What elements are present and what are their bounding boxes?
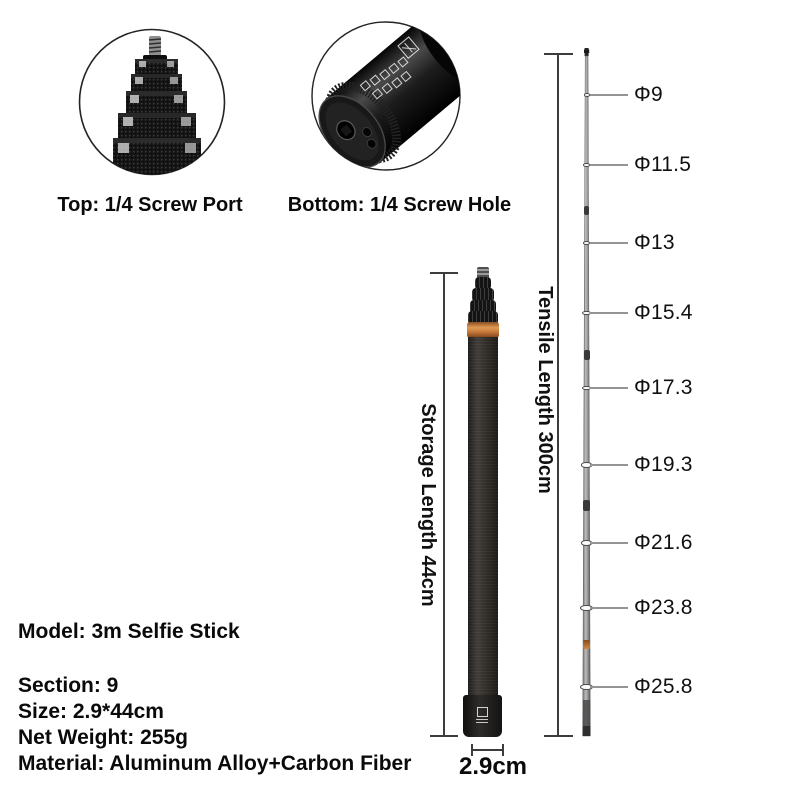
spec-section: Section: 9 xyxy=(18,674,119,697)
storage-measure-line xyxy=(443,273,445,737)
diameter-label: Φ19.3 xyxy=(634,453,693,476)
pole-collar xyxy=(584,350,590,360)
top-port-caption: Top: 1/4 Screw Port xyxy=(57,194,243,216)
bottom-hole-caption: Bottom: 1/4 Screw Hole xyxy=(287,194,512,216)
width-measure-line xyxy=(472,749,503,751)
stick-copper-ring xyxy=(467,322,499,338)
callout-line xyxy=(590,312,628,314)
screw-hole-photo xyxy=(310,20,462,172)
callout-line xyxy=(590,542,628,544)
pole-collar xyxy=(584,206,589,215)
diameter-label: Φ13 xyxy=(634,231,675,254)
pole-joint xyxy=(583,163,590,167)
callout-line xyxy=(590,164,628,166)
diameter-label: Φ15.4 xyxy=(634,301,693,324)
stick-end-cap xyxy=(463,695,502,737)
diameter-callout xyxy=(590,375,693,401)
storage-tbar-bottom xyxy=(430,735,458,737)
diameter-label: Φ11.5 xyxy=(634,153,692,176)
diameter-callout xyxy=(590,82,663,108)
end-cap-logo xyxy=(476,707,489,724)
diameter-callout xyxy=(590,300,693,326)
stick-carbon-tube xyxy=(468,337,498,696)
diameter-label: Φ25.8 xyxy=(634,675,693,698)
pole-end-cap xyxy=(583,726,591,736)
tensile-tbar-bottom xyxy=(544,735,573,737)
diameter-callout xyxy=(590,530,693,556)
callout-line xyxy=(590,94,628,96)
storage-length-label: Storage Length 44cm xyxy=(417,403,439,607)
tensile-length-label: Tensile Length 300cm xyxy=(534,286,556,494)
spec-material: Material: Aluminum Alloy+Carbon Fiber xyxy=(18,752,412,775)
diameter-callout xyxy=(590,452,693,478)
diameter-label: Φ17.3 xyxy=(634,376,693,399)
diameter-callout xyxy=(590,674,693,700)
pole-joint xyxy=(584,93,590,96)
callout-line xyxy=(590,242,628,244)
callout-line xyxy=(590,686,628,688)
callout-line xyxy=(590,464,628,466)
spec-weight: Net Weight: 255g xyxy=(18,726,188,749)
screw-port-photo xyxy=(77,27,227,177)
diameter-label: Φ21.6 xyxy=(634,531,693,554)
pole-copper-collar xyxy=(583,640,590,649)
diameter-callout xyxy=(590,152,691,178)
diameter-label: Φ9 xyxy=(634,83,663,106)
callout-line xyxy=(590,607,628,609)
width-label: 2.9cm xyxy=(458,753,528,780)
pole-collar xyxy=(583,500,590,511)
diameter-callout xyxy=(590,230,675,256)
callout-line xyxy=(590,387,628,389)
spec-model: Model: 3m Selfie Stick xyxy=(18,620,240,643)
spec-size: Size: 2.9*44cm xyxy=(18,700,164,723)
diameter-label: Φ23.8 xyxy=(634,596,693,619)
diameter-callout xyxy=(590,595,693,621)
